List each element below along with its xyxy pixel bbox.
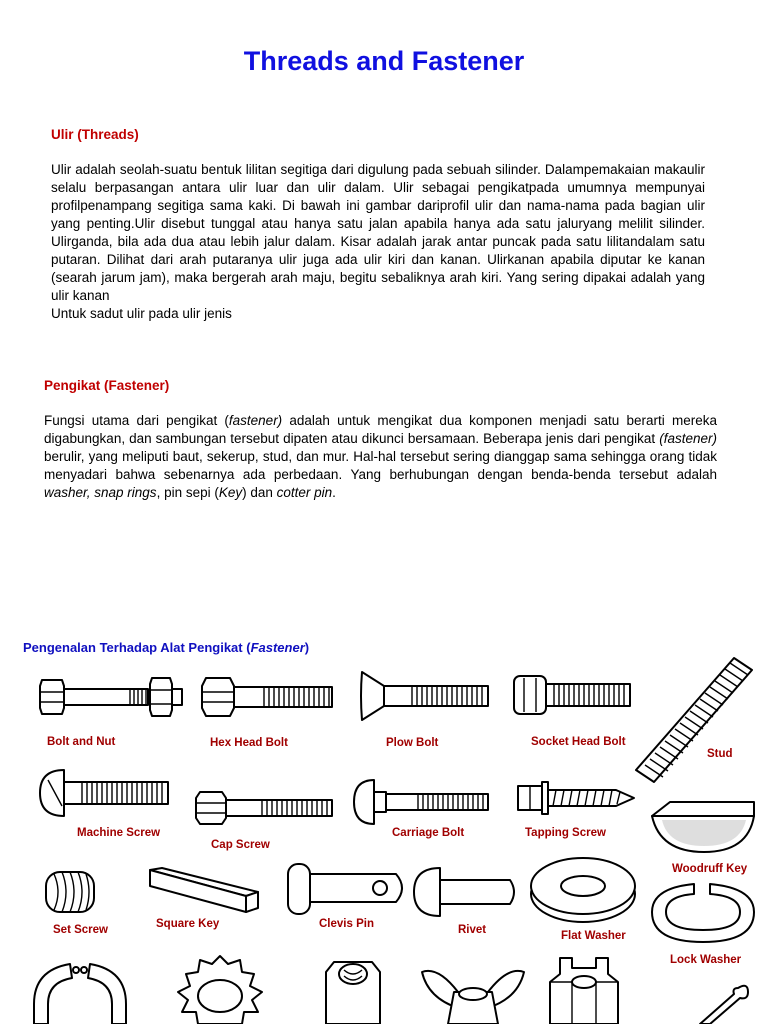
pengikat-heading: Pengikat (Fastener) (44, 378, 170, 393)
set-screw-illustration (42, 868, 100, 916)
pengikat-text-4: , pin sepi ( (156, 485, 219, 500)
socket-head-bolt-illustration (510, 670, 634, 720)
label-plow-bolt: Plow Bolt (386, 737, 439, 749)
cotter-pin-illustration (696, 982, 752, 1024)
nut-illustration (322, 958, 384, 1024)
clevis-pin-illustration (284, 860, 414, 918)
pengikat-text-6: . (332, 485, 336, 500)
square-key-illustration (146, 866, 262, 916)
label-lock-washer: Lock Washer (670, 954, 742, 966)
snap-ring-illustration (30, 958, 130, 1024)
label-clevis-pin: Clevis Pin (319, 918, 374, 930)
plow-bolt-illustration (356, 668, 492, 726)
label-socket-head-bolt: Socket Head Bolt (531, 736, 626, 748)
castle-nut-illustration (546, 952, 622, 1024)
label-bolt-and-nut: Bolt and Nut (47, 736, 116, 748)
tooth-lock-washer-illustration (172, 952, 268, 1024)
label-carriage-bolt: Carriage Bolt (392, 827, 465, 839)
intro-close: ) (304, 640, 310, 655)
label-rivet: Rivet (458, 924, 487, 936)
pengikat-text-3: berulir, yang meliputi baut, sekerup, stud, dan mur. Hal-hal tersebut sering dianggap sama sehingga orang tidak menyadari bahwa sebenarnya ada perbedaan. Yang berhubungan dengan benda-benda tersebut adalah (44, 449, 717, 482)
bolt-and-nut-illustration (36, 672, 184, 722)
label-square-key: Square Key (156, 918, 220, 930)
rivet-illustration (412, 866, 522, 918)
carriage-bolt-illustration (352, 778, 492, 826)
label-machine-screw: Machine Screw (77, 827, 161, 839)
label-woodruff-key: Woodruff Key (672, 863, 748, 875)
tapping-screw-illustration (516, 778, 638, 818)
pengikat-em-2: (fastener) (659, 431, 717, 446)
ulir-body-last: Untuk sadut ulir pada ulir jenis (51, 306, 232, 321)
pengikat-text-5: ) dan (242, 485, 277, 500)
machine-screw-illustration (38, 766, 172, 820)
pengikat-em-1: fastener) (228, 413, 283, 428)
intro-text: Pengenalan Terhadap Alat Pengikat ( (23, 640, 251, 655)
ulir-paragraph (51, 161, 705, 323)
label-stud: Stud (707, 748, 733, 760)
pengikat-em-5: cotter pin (276, 485, 333, 500)
pengikat-text-1: Fungsi utama dari pengikat ( (44, 413, 229, 428)
label-flat-washer: Flat Washer (561, 930, 626, 942)
pengikat-em-3: washer, snap rings (44, 485, 157, 500)
ulir-heading: Ulir (Threads) (51, 127, 139, 142)
flat-washer-illustration (528, 856, 638, 926)
fastener-intro-heading (23, 640, 309, 655)
pengikat-text-2: adalah untuk mengikat dua komponen menjadi satu berarti mereka digabungkan, dan sambungan tersebut dipaten atau dikunci bersamaan. Beberapa jenis dari pengikat (44, 413, 717, 446)
hex-head-bolt-illustration (200, 672, 336, 722)
wing-nut-illustration (418, 962, 528, 1024)
woodruff-key-illustration (648, 798, 758, 856)
lock-washer-illustration (648, 878, 758, 948)
page-title: Threads and Fastener (243, 46, 525, 76)
stud-illustration (630, 654, 756, 786)
pengikat-paragraph (44, 412, 717, 502)
ulir-body: Ulir adalah seolah-suatu bentuk lilitan segitiga dari digulung pada sebuah silinder. Dalampemakaian makaulir selalu berpasangan antara ulir luar dan ulir dalam. Ulir sebagai pengikatpada umumnya mempunyai profilpenampang segitiga sama kaki. Di bawah ini gambar dariprofil ulir dan nama-nama pada bagian ulir yang penting.Ulir disebut tunggal atau hanya satu jalan apabila hanya ada satu jaluryang melilit silinder. Ulirganda, bila ada dua atau lebih jalur dalam. Kisar adalah jarak antar puncak pada satu lilitandalam satu putaran. Dilihat dari arah putaranya ulir juga ada ulir kiri dan kanan. Ulirkanan apabila diputar ke kanan (searah jarum jam), maka bergerah arah maju, begitu sebaliknya arah kiri. Yang sering dipakai adalah yang ulir kanan (51, 162, 705, 303)
label-tapping-screw: Tapping Screw (525, 827, 606, 839)
cap-screw-illustration (194, 790, 336, 826)
label-hex-head-bolt: Hex Head Bolt (210, 737, 288, 749)
intro-em: Fastener (250, 640, 305, 655)
label-cap-screw: Cap Screw (211, 839, 270, 851)
label-set-screw: Set Screw (53, 924, 108, 936)
pengikat-em-4: Key (218, 485, 243, 500)
